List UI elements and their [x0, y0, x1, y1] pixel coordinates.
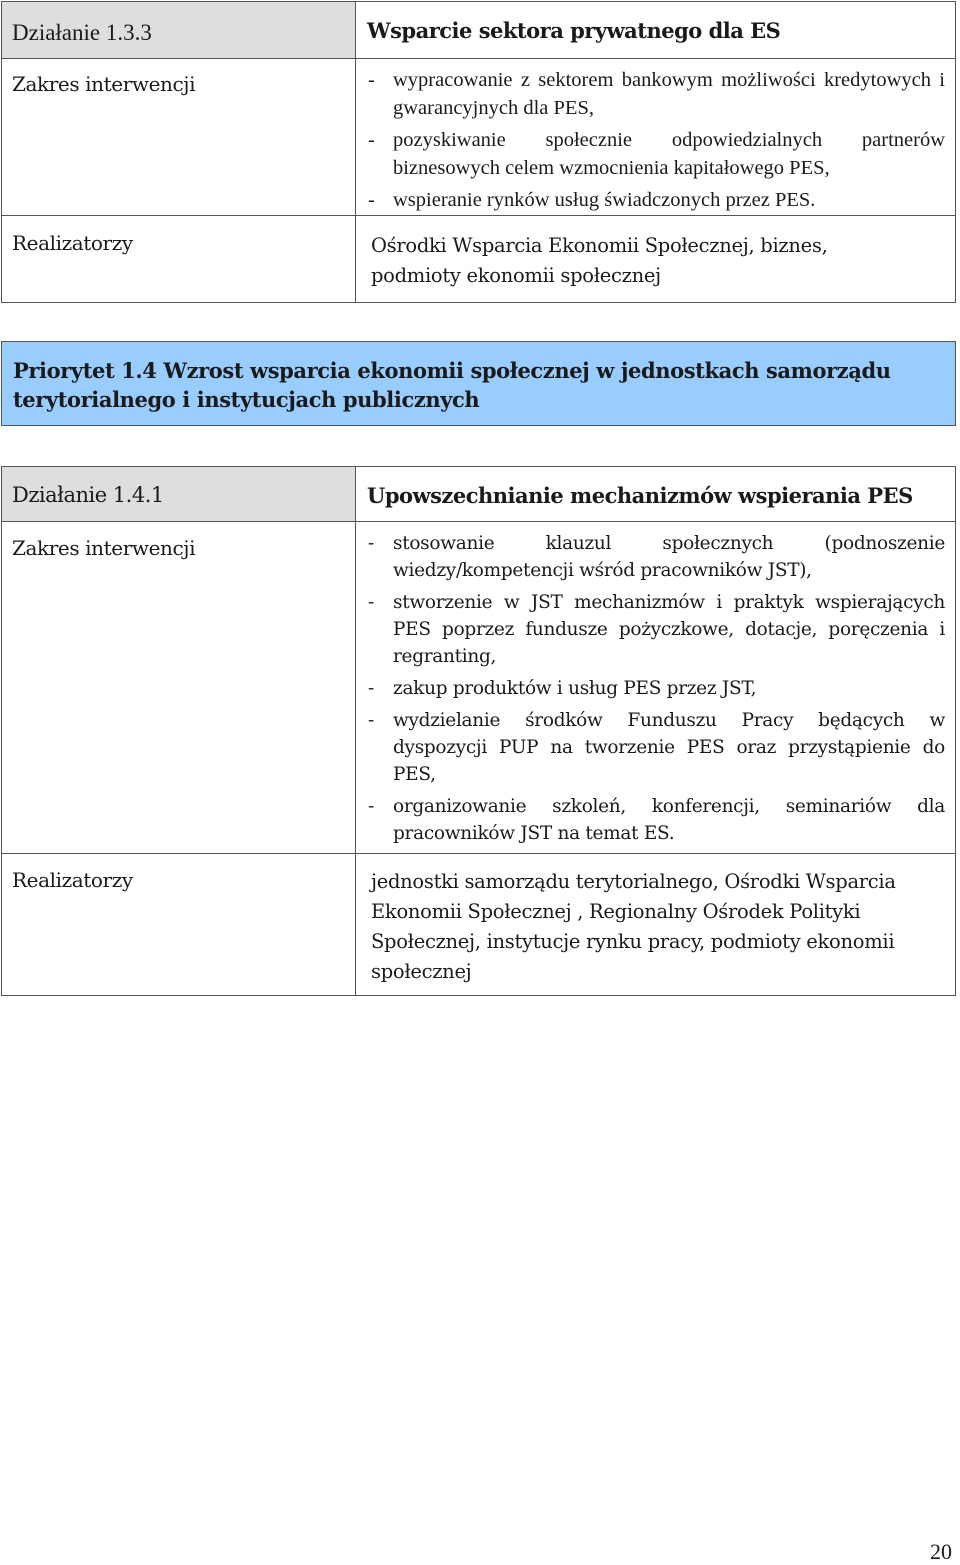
implementers-label: Realizatorzy — [12, 868, 133, 892]
scope-item: - organizowanie szkoleń, konferencji, seminariów dla pracowników JST na temat ES. — [366, 793, 945, 847]
scope-item: - wypracowanie z sektorem bankowym możliwości kredytowych i gwarancyjnych dla PES, — [366, 66, 945, 122]
action-title: Upowszechnianie mechanizmów wspierania PES — [367, 483, 913, 508]
scope-label: Zakres interwencji — [12, 72, 196, 96]
implementers-label: Realizatorzy — [12, 231, 133, 255]
action-label: Działanie 1.3.3 — [12, 20, 152, 45]
action-title-cell — [356, 467, 956, 522]
action-table-1-3-3 — [1, 1, 956, 303]
scope-list — [356, 59, 955, 214]
scope-item: - wydzielanie środków Funduszu Pracy będących w dyspozycji PUP na tworzenie PES oraz przystąpienie do PES, — [366, 707, 945, 788]
action-table-1-4-1 — [1, 466, 956, 996]
page-number: 20 — [930, 1539, 952, 1564]
scope-label: Zakres interwencji — [12, 536, 196, 560]
implementers-label-cell — [2, 216, 356, 303]
scope-item: - wspieranie rynków usług świadczonych przez PES. — [366, 186, 945, 214]
priority-banner: Priorytet 1.4 Wzrost wsparcia ekonomii społecznej w jednostkach samorządu terytorialnego i instytucjach publicznych — [1, 341, 956, 426]
implementers-cell — [356, 216, 956, 303]
action-title-cell — [356, 2, 956, 59]
implementers-text: jednostki samorządu terytorialnego, Ośrodki Wsparcia Ekonomii Społecznej , Regionalny Ośrodek Polityki Społecznej, instytucje rynku pracy, podmioty ekonomii społecznej — [371, 870, 896, 983]
scope-item: - zakup produktów i usług PES przez JST, — [366, 675, 945, 702]
implementers-label-cell — [2, 854, 356, 996]
scope-cell — [356, 522, 956, 854]
scope-cell — [356, 59, 956, 216]
scope-item: - stosowanie klauzul społecznych (podnoszenie wiedzy/kompetencji wśród pracowników JST), — [366, 530, 945, 584]
implementers-cell — [356, 854, 956, 996]
implementers-text: Ośrodki Wsparcia Ekonomii Społecznej, biznes, podmioty ekonomii społecznej — [371, 234, 828, 287]
scope-label-cell — [2, 522, 356, 854]
scope-list — [356, 522, 955, 847]
action-label-cell — [2, 2, 356, 59]
scope-item: - pozyskiwanie społecznie odpowiedzialnych partnerów biznesowych celem wzmocnienia kapitałowego PES, — [366, 126, 945, 182]
action-label: Działanie 1.4.1 — [12, 483, 164, 507]
scope-item: - stworzenie w JST mechanizmów i praktyk wspierających PES poprzez fundusze pożyczkowe, dotacje, poręczenia i regranting, — [366, 589, 945, 670]
action-title: Wsparcie sektora prywatnego dla ES — [367, 18, 781, 43]
scope-label-cell — [2, 59, 356, 216]
action-label-cell — [2, 467, 356, 522]
